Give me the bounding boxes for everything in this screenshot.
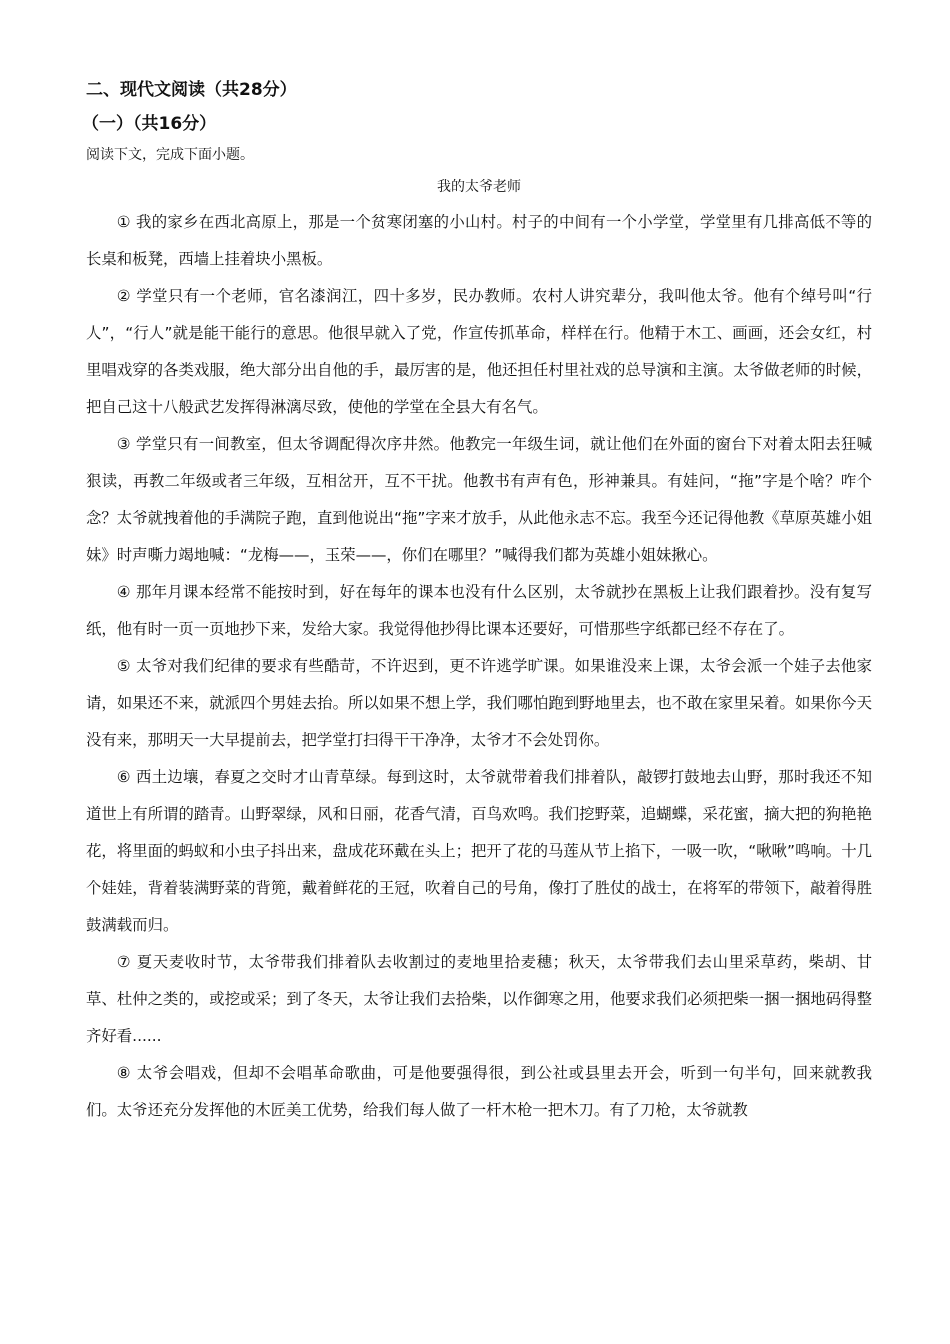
paragraph-1: ① 我的家乡在西北高原上，那是一个贫寒闭塞的小山村。村子的中间有一个小学堂，学堂里有几排高低不等的长桌和板凳，西墙上挂着块小黑板。 — [86, 213, 872, 268]
article-title: 我的太爷老师 — [437, 179, 521, 195]
sub-section-title: （一）（共16分） — [82, 114, 217, 134]
reading-instruction: 阅读下文，完成下面小题。 — [86, 147, 254, 163]
paragraph-8: ⑧ 太爷会唱戏，但却不会唱革命歌曲，可是他要强得很，到公社或县里去开会，听到一句半句，回来就教我们。太爷还充分发挥他的木匠美工优势，给我们每人做了一杆木枪一把木刀。有了刀枪，太爷就教 — [86, 1064, 872, 1119]
paragraph-2: ② 学堂只有一个老师，官名漆润江，四十多岁，民办教师。农村人讲究辈分，我叫他太爷。他有个绰号叫“行人”，“行人”就是能干能行的意思。他很早就入了党，作宣传抓革命，样样在行。他精于木工、画画，还会女红，村里唱戏穿的各类戏服，绝大部分出自他的手，最厉害的是，他还担任村里社戏的总导演和主演。太爷做老师的时候，把自己这十八般武艺发挥得淋漓尽致，使他的学堂在全县大有名气。 — [86, 287, 872, 416]
section-title: 二、现代文阅读（共28分） — [86, 80, 297, 100]
paragraph-3: ③ 学堂只有一间教室，但太爷调配得次序井然。他教完一年级生词，就让他们在外面的窗台下对着太阳去狂喊狠读，再教二年级或者三年级，互相岔开，互不干扰。他教书有声有色，形神兼具。有娃问，“拖”字是个啥？咋个念？太爷就拽着他的手满院子跑，直到他说出“拖”字来才放手，从此他永志不忘。我至今还记得他教《草原英雄小姐妹》时声嘶力竭地喊：“龙梅——，玉荣——，你们在哪里？”喊得我们都为英雄小姐妹揪心。 — [86, 435, 872, 564]
document-page — [82, 76, 872, 1129]
paragraph-7: ⑦ 夏天麦收时节，太爷带我们排着队去收割过的麦地里拾麦穗；秋天，太爷带我们去山里采草药，柴胡、甘草、杜仲之类的，或挖或采；到了冬天，太爷让我们去拾柴，以作御寒之用，他要求我们必须把柴一捆一捆地码得整齐好看...... — [86, 953, 872, 1045]
paragraph-4: ④ 那年月课本经常不能按时到，好在每年的课本也没有什么区别，太爷就抄在黑板上让我们跟着抄。没有复写纸，他有时一页一页地抄下来，发给大家。我觉得他抄得比课本还要好，可惜那些字纸都已经不存在了。 — [86, 583, 872, 638]
paragraph-6: ⑥ 西土边壤，春夏之交时才山青草绿。每到这时，太爷就带着我们排着队，敲锣打鼓地去山野，那时我还不知道世上有所谓的踏青。山野翠绿，风和日丽，花香气清，百鸟欢鸣。我们挖野菜，追蝴蝶，采花蜜，摘大把的狗艳艳花，将里面的蚂蚁和小虫子抖出来，盘成花环戴在头上；把开了花的马莲从节上掐下，一吸一吹，“啾啾”鸣响。十几个娃娃，背着装满野菜的背篼，戴着鲜花的王冠，吹着自己的号角，像打了胜仗的战士，在将军的带领下，敲着得胜鼓满载而归。 — [86, 768, 872, 934]
paragraph-5: ⑤ 太爷对我们纪律的要求有些酷苛，不许迟到，更不许逃学旷课。如果谁没来上课，太爷会派一个娃子去他家请，如果还不来，就派四个男娃去抬。所以如果不想上学，我们哪怕跑到野地里去，也不敢在家里呆着。如果你今天没有来，那明天一大早提前去，把学堂打扫得干干净净，太爷才不会处罚你。 — [86, 657, 872, 749]
